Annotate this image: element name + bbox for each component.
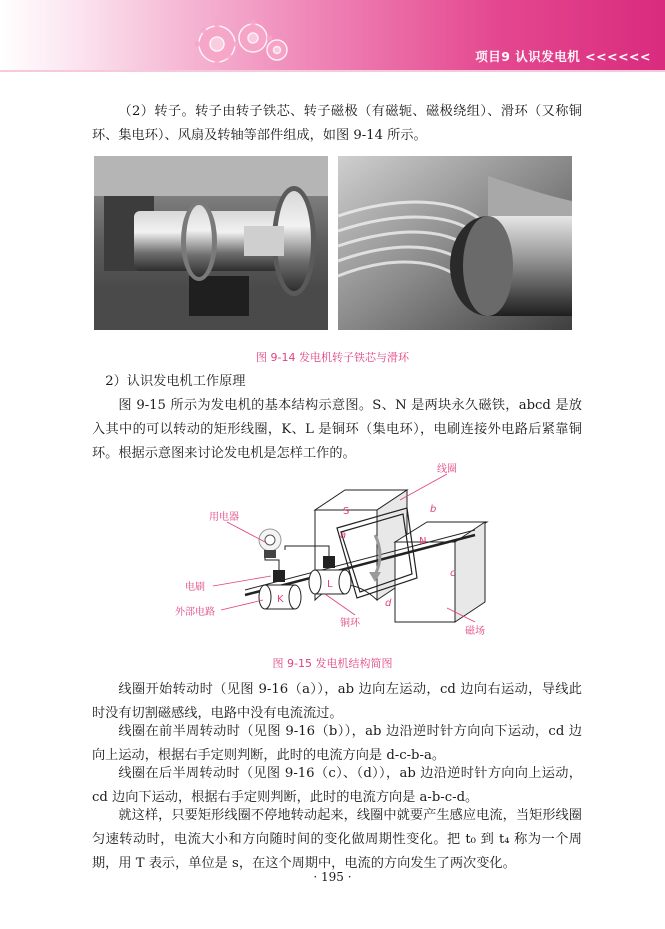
l-ring-label: L xyxy=(327,579,333,590)
body-paragraph-4: 就这样，只要矩形线圈不停地转动起来，线圈中就要产生感应电流，当矩形线圈匀速转动时，电流大小和方向随时间的变化做周期性变化。把 t₀ 到 t₄ 称为一个周期，用 T 表示，单位是 s，在这个周期中，电流的方向发生了两次变化。 xyxy=(92,808,582,871)
external-circuit-label: 外部电路 xyxy=(175,607,215,618)
body-paragraph-1: 线圈开始转动时（见图 9-16（a）），ab 边向左运动，cd 边向右运动，导线此时没有切割磁感线，电路中没有电流流过。 xyxy=(92,682,582,721)
rotor-paragraph: （2）转子。转子由转子铁芯、转子磁极（有磁轭、磁极绕组）、滑环（又称铜环、集电环）、风扇及转轴等部件组成，如图 9-14 所示。 xyxy=(92,104,582,143)
header-divider xyxy=(0,70,665,72)
k-ring-label: K xyxy=(277,594,284,605)
d-label: d xyxy=(385,598,392,609)
generator-structure-diagram xyxy=(175,460,485,640)
gear-decoration-icon xyxy=(185,14,295,70)
bulb-icon xyxy=(259,529,281,558)
c-label: c xyxy=(450,568,456,579)
figure-14-caption: 图 9-14 发电机转子铁芯与滑环 xyxy=(256,351,409,364)
rotor-core-photo xyxy=(94,156,328,330)
b-label: b xyxy=(430,504,437,515)
figure-15-caption: 图 9-15 发电机结构简图 xyxy=(272,657,393,670)
chapter-title: 项目9 认识发电机 <<<<<< xyxy=(475,49,651,64)
coil-label: 线圈 xyxy=(437,464,457,475)
principle-paragraph: 图 9-15 所示为发电机的基本结构示意图。S、N 是两块永久磁铁，abcd 是放入其中的可以转动的矩形线圈，K、L 是铜环（集电环），电刷连接外电路后紧靠铜环。根据示意图来讨论发电机是怎样工作的。 xyxy=(92,398,582,461)
body-paragraph-3: 线圈在后半周转动时（见图 9-16（c）、（d）），ab 边沿逆时针方向向上运动，cd 边向下运动，根据右手定则判断，此时的电流方向是 a-b-c-d。 xyxy=(92,766,582,805)
n-magnet xyxy=(395,522,487,622)
page-number: · 195 · xyxy=(313,870,352,884)
brush-label: 电刷 xyxy=(185,582,205,593)
a-label: a xyxy=(340,530,347,541)
slip-ring-photo xyxy=(338,156,572,330)
n-pole-label: N xyxy=(419,536,427,547)
s-pole-label: S xyxy=(343,506,350,517)
copper-ring-label: 铜环 xyxy=(340,618,360,629)
body-paragraph-2: 线圈在前半周转动时（见图 9-16（b）），ab 边沿逆时针方向向下运动，cd 边向上运动，根据右手定则判断，此时的电流方向是 d-c-b-a。 xyxy=(92,724,582,763)
load-label: 用电器 xyxy=(209,512,239,523)
page-header xyxy=(0,0,665,72)
magnetic-field-label: 磁场 xyxy=(465,626,485,637)
principle-heading: 2）认识发电机工作原理 xyxy=(105,374,246,389)
